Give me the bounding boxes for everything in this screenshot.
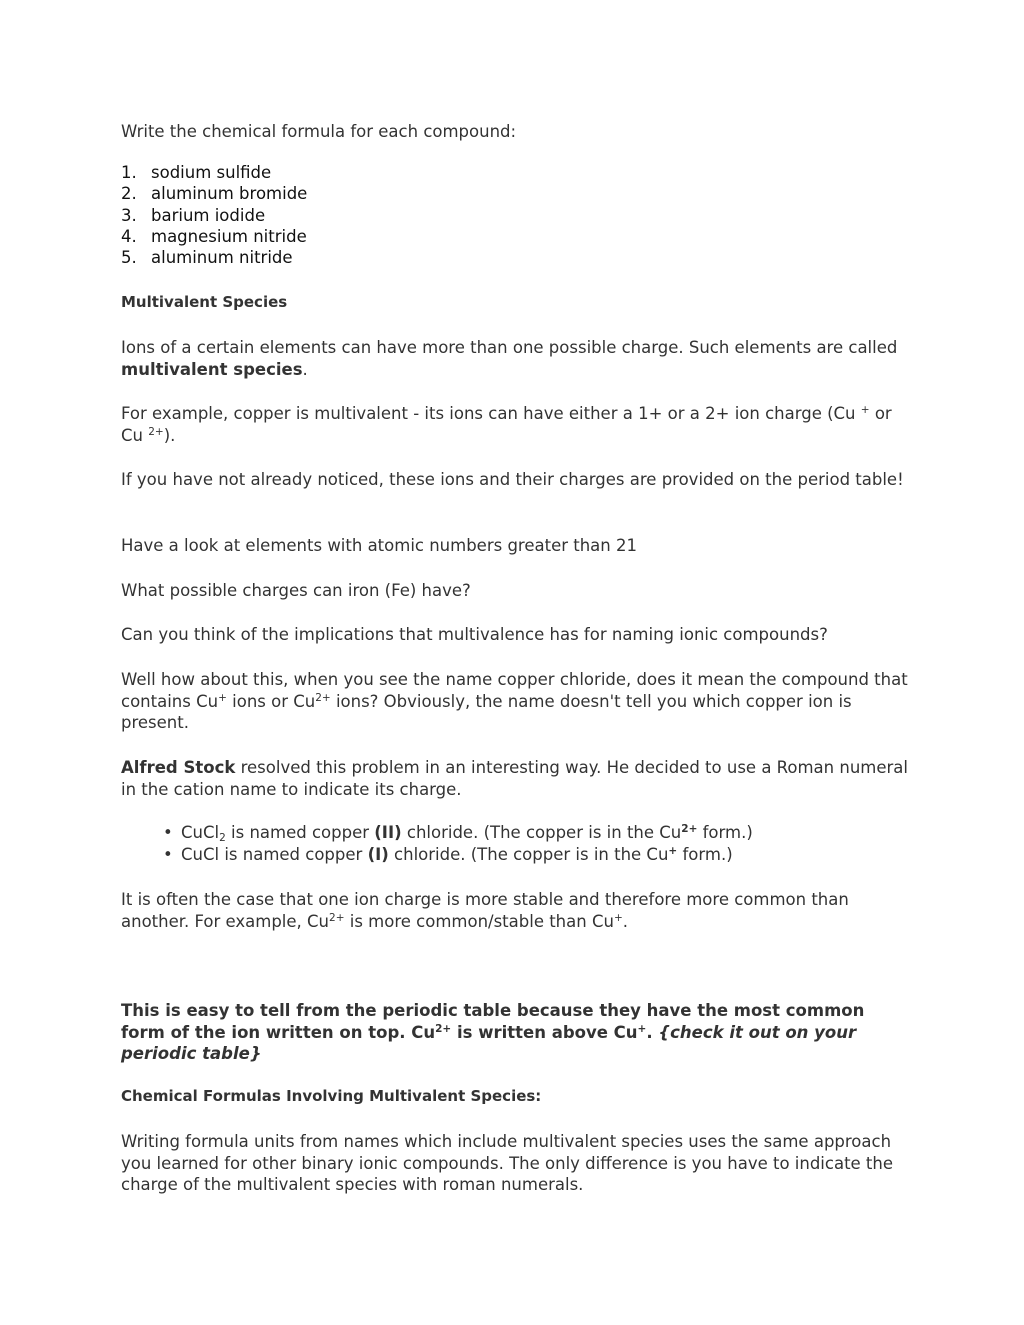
section-heading: Chemical Formulas Involving Multivalent Species: — [121, 1087, 542, 1105]
example-list — [161, 822, 753, 865]
paragraph: Have a look at elements with atomic numbers greater than 21 — [121, 536, 637, 555]
list-item: 4. magnesium nitride — [121, 226, 307, 246]
list-item: 1. sodium sulfide — [121, 163, 272, 182]
paragraph: Alfred Stock resolved this problem in an interesting way. He decided to use a Roman numeral in the cation name to indicate its charge. — [121, 758, 908, 799]
paragraph: If you have not already noticed, these ions and their charges are provided on the period table! — [121, 470, 904, 489]
paragraph: Well how about this, when you see the name copper chloride, does it mean the compound that contains Cu+ ions or $Cu^{2+}$ ions? Obviously, the name doesn't tell you which copper ion is present. — [121, 670, 908, 732]
paragraph: For example, copper is multivalent - its ions can have either a 1+ or a 2+ ion charge (Cu + or Cu $^{2+}$). — [121, 404, 892, 445]
paragraph: Ions of a certain elements can have more than one possible charge. Such elements are called multivalent species. — [121, 338, 898, 379]
section-heading: Multivalent Species — [121, 293, 288, 311]
intro-text: Write the chemical formula for each compound: — [121, 122, 517, 141]
list-item: 2. aluminum bromide — [121, 184, 308, 204]
paragraph: What possible charges can iron (Fe) have? — [121, 581, 471, 600]
paragraph: It is often the case that one ion charge is more stable and therefore more common than another. For example, $Cu^{2+}$ is more common/stable than Cu+. — [121, 890, 849, 931]
compound-list — [121, 162, 307, 268]
list-item: 3. barium iodide — [121, 205, 266, 225]
highlight-paragraph: This is easy to tell from the periodic table because they have the most common form of the ion written on top. $Cu^{2+}$ is written above Cu+. {check it out on your periodic table} — [121, 1001, 865, 1063]
list-item: • CuCl is named copper (I) chloride. (The copper is in the Cu+ form.) — [163, 844, 733, 864]
list-item: 5. aluminum nitride — [121, 248, 293, 268]
paragraph: Can you think of the implications that multivalence has for naming ionic compounds? — [121, 625, 828, 644]
paragraph: Writing formula units from names which include multivalent species uses the same approach you learned for other binary ionic compounds. The only difference is you have to indicate the charge of the multivalent species with roman numerals. — [121, 1132, 894, 1194]
list-item: • CuCl$_2$ is named copper (II) chloride. (The copper is in the $Cu^{2+}$ form.) — [163, 823, 753, 844]
